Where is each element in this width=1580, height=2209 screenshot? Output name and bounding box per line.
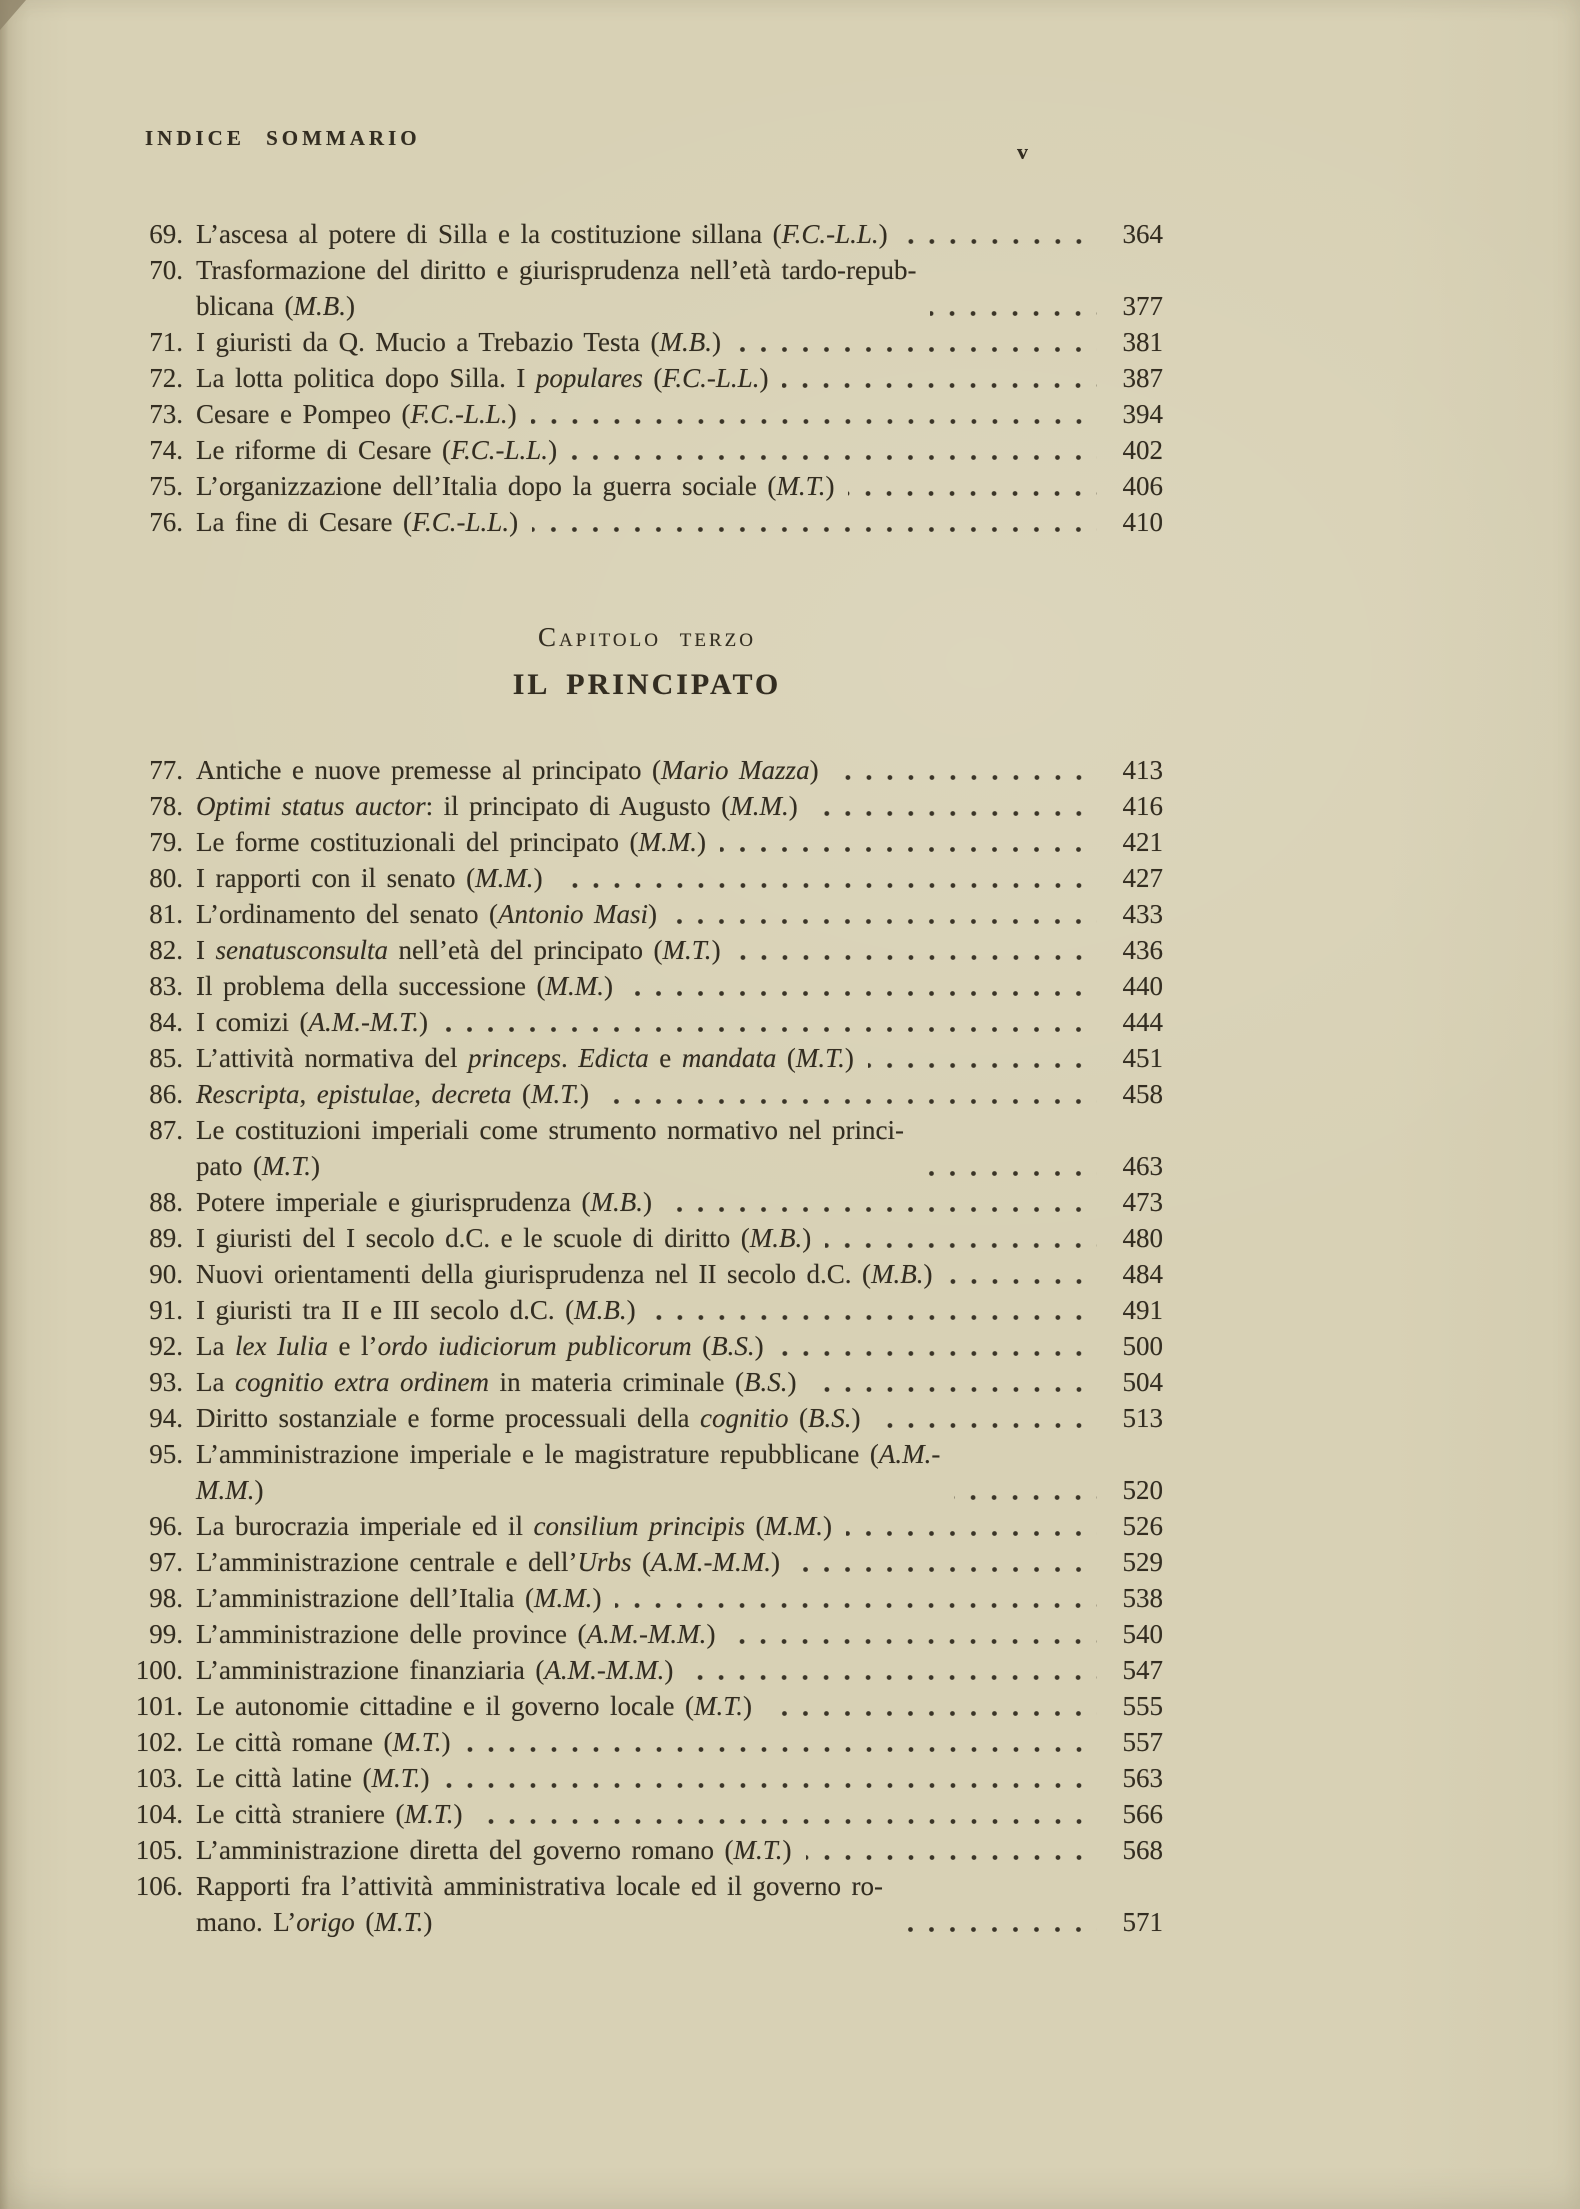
entry-page-number: 463 [1122, 1151, 1163, 1181]
chapter-kicker: Capitolo terzo [538, 622, 756, 652]
entry-title: La cognitio extra ordinem in materia criminale (B.S.) [196, 1367, 797, 1397]
entry-page-number: 416 [1122, 791, 1163, 821]
toc-entry [131, 1364, 1163, 1400]
entry-title: L’amministrazione finanziaria (A.M.-M.M.) [196, 1655, 674, 1685]
toc-entry [131, 1868, 1163, 1940]
entry-number: 105. [135, 1835, 183, 1865]
entry-title: I giuristi da Q. Mucio a Trebazio Testa (M.B.) [196, 327, 722, 357]
entry-number: 71. [149, 327, 183, 357]
entry-page-number: 563 [1122, 1763, 1163, 1793]
leader-dots [687, 1675, 1097, 1680]
leader-dots [615, 1603, 1097, 1608]
leader-dots [833, 775, 1097, 780]
entry-title: La lotta politica dopo Silla. I populares (F.C.-L.L.) [196, 363, 769, 393]
entry-page-number: 427 [1122, 863, 1163, 893]
toc-entry [131, 1508, 1163, 1544]
entry-number: 106. [135, 1871, 183, 1901]
toc-entry [131, 1256, 1163, 1292]
toc-entry [131, 788, 1163, 824]
entry-title: Diritto sostanziale e forme processuali della cognitio (B.S.) [196, 1403, 861, 1433]
toc-entry [131, 1544, 1163, 1580]
leader-dots [794, 1567, 1097, 1572]
toc-entry [131, 932, 1163, 968]
entry-number: 99. [149, 1619, 183, 1649]
entry-page-number: 568 [1122, 1835, 1163, 1865]
entry-title: La lex Iulia e l’ordo iudiciorum publicorum (B.S.) [196, 1331, 764, 1361]
toc-entry [131, 896, 1163, 932]
entry-number: 76. [149, 507, 183, 537]
entry-page-number: 421 [1122, 827, 1163, 857]
entry-number: 100. [135, 1655, 183, 1685]
entry-page-number: 381 [1122, 327, 1163, 357]
leader-dots [902, 239, 1097, 244]
leader-dots [442, 1027, 1097, 1032]
entry-number: 93. [149, 1367, 183, 1397]
entry-page-number: 557 [1122, 1727, 1163, 1757]
entry-title: Trasformazione del diritto e giurisprudenza nell’età tardo-repub- blicana (M.B.) [196, 255, 917, 321]
leader-dots [825, 1243, 1097, 1248]
toc-list-continued [131, 216, 1163, 540]
entry-page-number: 538 [1122, 1583, 1163, 1613]
toc-entry [131, 324, 1163, 360]
entry-page-number: 444 [1122, 1007, 1163, 1037]
leader-dots [531, 419, 1097, 424]
entry-title: L’amministrazione imperiale e le magistrature repubblicane (A.M.- M.M.) [196, 1439, 941, 1505]
entry-title: L’amministrazione diretta del governo romano (M.T.) [196, 1835, 792, 1865]
entry-number: 102. [135, 1727, 183, 1757]
leader-dots [954, 1495, 1097, 1500]
leader-dots [444, 1783, 1097, 1788]
leader-dots [848, 491, 1097, 496]
entry-number: 74. [149, 435, 183, 465]
toc-entry [131, 1292, 1163, 1328]
leader-dots [729, 1639, 1097, 1644]
leader-dots [918, 1171, 1097, 1176]
leader-dots [846, 1531, 1097, 1536]
leader-dots [766, 1711, 1097, 1716]
entry-page-number: 566 [1122, 1799, 1163, 1829]
chapter-title: IL PRINCIPATO [512, 668, 782, 701]
entry-page-number: 458 [1122, 1079, 1163, 1109]
entry-page-number: 440 [1122, 971, 1163, 1001]
leader-dots [603, 1099, 1097, 1104]
entry-number: 82. [149, 935, 183, 965]
toc-entry [131, 1580, 1163, 1616]
entry-number: 89. [149, 1223, 183, 1253]
entry-number: 86. [149, 1079, 183, 1109]
toc-entry [131, 1112, 1163, 1184]
toc-entry [131, 860, 1163, 896]
entry-number: 75. [149, 471, 183, 501]
toc-entry [131, 360, 1163, 396]
toc-entry [131, 1004, 1163, 1040]
toc-entry [131, 216, 1163, 252]
entry-title: I senatusconsulta nell’età del principato (M.T.) [196, 935, 721, 965]
leader-dots [782, 383, 1097, 388]
entry-page-number: 520 [1122, 1475, 1163, 1505]
toc-entry [131, 1796, 1163, 1832]
entry-title: Nuovi orientamenti della giurisprudenza nel II secolo d.C. (M.B.) [196, 1259, 933, 1289]
entry-page-number: 436 [1122, 935, 1163, 965]
entry-page-number: 387 [1122, 363, 1163, 393]
running-head-title: INDICE SOMMARIO [145, 126, 421, 150]
toc-entry [131, 1760, 1163, 1796]
toc-entry [131, 1400, 1163, 1436]
toc-entry [131, 468, 1163, 504]
toc-entry [131, 1076, 1163, 1112]
entry-number: 103. [135, 1763, 183, 1793]
leader-dots [868, 1063, 1097, 1068]
toc-entry [131, 1616, 1163, 1652]
entry-number: 78. [149, 791, 183, 821]
entry-page-number: 433 [1122, 899, 1163, 929]
entry-title: L’ascesa al potere di Silla e la costituzione sillana (F.C.-L.L.) [196, 219, 888, 249]
entry-title: Optimi status auctor: il principato di Augusto (M.M.) [196, 791, 798, 821]
entry-number: 101. [135, 1691, 183, 1721]
leader-dots [557, 883, 1097, 888]
entry-number: 96. [149, 1511, 183, 1541]
entry-title: La fine di Cesare (F.C.-L.L.) [196, 507, 519, 537]
leader-dots [735, 347, 1097, 352]
entry-number: 69. [149, 219, 183, 249]
toc-entry [131, 968, 1163, 1004]
leader-dots [720, 847, 1097, 852]
entry-title: I comizi (A.M.-M.T.) [196, 1007, 428, 1037]
leader-dots [806, 1855, 1097, 1860]
toc-entry [131, 1184, 1163, 1220]
leader-dots [875, 1423, 1097, 1428]
entry-title: L’amministrazione dell’Italia (M.M.) [196, 1583, 602, 1613]
entry-page-number: 513 [1122, 1403, 1163, 1433]
leader-dots [671, 919, 1097, 924]
leader-dots [897, 1927, 1097, 1932]
leader-dots [735, 955, 1097, 960]
leader-dots [812, 811, 1097, 816]
entry-number: 80. [149, 863, 183, 893]
toc-entry [131, 1436, 1163, 1508]
entry-title: La burocrazia imperiale ed il consilium principis (M.M.) [196, 1511, 833, 1541]
toc-entry [131, 1652, 1163, 1688]
entry-title: Le città romane (M.T.) [196, 1727, 451, 1757]
entry-title: Le autonomie cittadine e il governo locale (M.T.) [196, 1691, 753, 1721]
leader-dots [811, 1387, 1097, 1392]
entry-title: Rescripta, epistulae, decreta (M.T.) [196, 1079, 590, 1109]
entry-page-number: 406 [1122, 471, 1163, 501]
entry-page-number: 555 [1122, 1691, 1163, 1721]
entry-number: 87. [149, 1115, 183, 1145]
entry-page-number: 547 [1122, 1655, 1163, 1685]
entry-title: Antiche e nuove premesse al principato (Mario Mazza) [196, 755, 819, 785]
entry-page-number: 529 [1122, 1547, 1163, 1577]
entry-number: 92. [149, 1331, 183, 1361]
entry-title: I rapporti con il senato (M.M.) [196, 863, 543, 893]
toc-entry [131, 1688, 1163, 1724]
entry-title: Le forme costituzionali del principato (M.M.) [196, 827, 706, 857]
entry-page-number: 504 [1122, 1367, 1163, 1397]
entry-number: 85. [149, 1043, 183, 1073]
leader-dots [650, 1315, 1097, 1320]
entry-page-number: 484 [1122, 1259, 1163, 1289]
entry-number: 98. [149, 1583, 183, 1613]
entry-number: 104. [135, 1799, 183, 1829]
toc-list-chapter [131, 752, 1163, 1940]
entry-page-number: 540 [1122, 1619, 1163, 1649]
entry-title: L’amministrazione centrale e dell’Urbs (A.M.-M.M.) [196, 1547, 780, 1577]
entry-page-number: 364 [1122, 219, 1163, 249]
entry-number: 72. [149, 363, 183, 393]
toc-entry [131, 432, 1163, 468]
entry-number: 79. [149, 827, 183, 857]
entry-title: Rapporti fra l’attività amministrativa locale ed il governo ro- mano. L’origo (M.T.) [196, 1871, 884, 1937]
page-number: v [1017, 139, 1028, 164]
entry-title: L’organizzazione dell’Italia dopo la guerra sociale (M.T.) [196, 471, 835, 501]
toc-entry [131, 1040, 1163, 1076]
leader-dots [465, 1747, 1097, 1752]
entry-title: Le riforme di Cesare (F.C.-L.L.) [196, 435, 558, 465]
entry-title: Potere imperiale e giurisprudenza (M.B.) [196, 1187, 652, 1217]
leader-dots [477, 1819, 1098, 1824]
entry-title: I giuristi tra II e III secolo d.C. (M.B.) [196, 1295, 636, 1325]
entry-page-number: 410 [1122, 507, 1163, 537]
leader-dots [930, 311, 1097, 316]
toc-entry [131, 1328, 1163, 1364]
toc-entry [131, 1724, 1163, 1760]
entry-page-number: 377 [1122, 291, 1163, 321]
entry-number: 90. [149, 1259, 183, 1289]
toc-entry [131, 752, 1163, 788]
entry-page-number: 451 [1122, 1043, 1163, 1073]
entry-number: 94. [149, 1403, 183, 1433]
entry-number: 77. [149, 755, 183, 785]
entry-page-number: 473 [1122, 1187, 1163, 1217]
entry-number: 97. [149, 1547, 183, 1577]
leader-dots [571, 455, 1097, 460]
entry-title: L’amministrazione delle province (A.M.-M.M.) [196, 1619, 716, 1649]
leader-dots [666, 1207, 1097, 1212]
entry-title: Cesare e Pompeo (F.C.-L.L.) [196, 399, 517, 429]
toc-entry [131, 504, 1163, 540]
entry-number: 91. [149, 1295, 183, 1325]
entry-page-number: 413 [1122, 755, 1163, 785]
entry-title: Le costituzioni imperiali come strumento normativo nel princi- pato (M.T.) [196, 1115, 905, 1181]
toc-entry [131, 1220, 1163, 1256]
entry-title: I giuristi del I secolo d.C. e le scuole di diritto (M.B.) [196, 1223, 812, 1253]
entry-page-number: 402 [1122, 435, 1163, 465]
leader-dots [778, 1351, 1097, 1356]
toc-entry [131, 252, 1163, 324]
toc-entry [131, 1832, 1163, 1868]
entry-number: 83. [149, 971, 183, 1001]
page-content [131, 126, 1163, 1940]
entry-number: 81. [149, 899, 183, 929]
entry-title: Le città latine (M.T.) [196, 1763, 430, 1793]
leader-dots [627, 991, 1097, 996]
toc-entry [131, 396, 1163, 432]
leader-dots [532, 527, 1097, 532]
toc-entry [131, 824, 1163, 860]
entry-page-number: 394 [1122, 399, 1163, 429]
entry-title: Il problema della successione (M.M.) [196, 971, 613, 1001]
entry-number: 70. [149, 255, 183, 285]
chapter-heading [131, 622, 1163, 702]
entry-title: Le città straniere (M.T.) [196, 1799, 463, 1829]
entry-page-number: 491 [1122, 1295, 1163, 1325]
entry-page-number: 500 [1122, 1331, 1163, 1361]
entry-page-number: 480 [1122, 1223, 1163, 1253]
leader-dots [947, 1279, 1097, 1284]
entry-number: 73. [149, 399, 183, 429]
entry-page-number: 571 [1122, 1907, 1163, 1937]
entry-title: L’attività normativa del princeps. Edicta e mandata (M.T.) [196, 1043, 854, 1073]
running-head [131, 126, 1163, 164]
entry-number: 95. [149, 1439, 183, 1469]
entry-page-number: 526 [1122, 1511, 1163, 1541]
entry-number: 88. [149, 1187, 183, 1217]
entry-number: 84. [149, 1007, 183, 1037]
entry-title: L’ordinamento del senato (Antonio Masi) [196, 899, 658, 929]
